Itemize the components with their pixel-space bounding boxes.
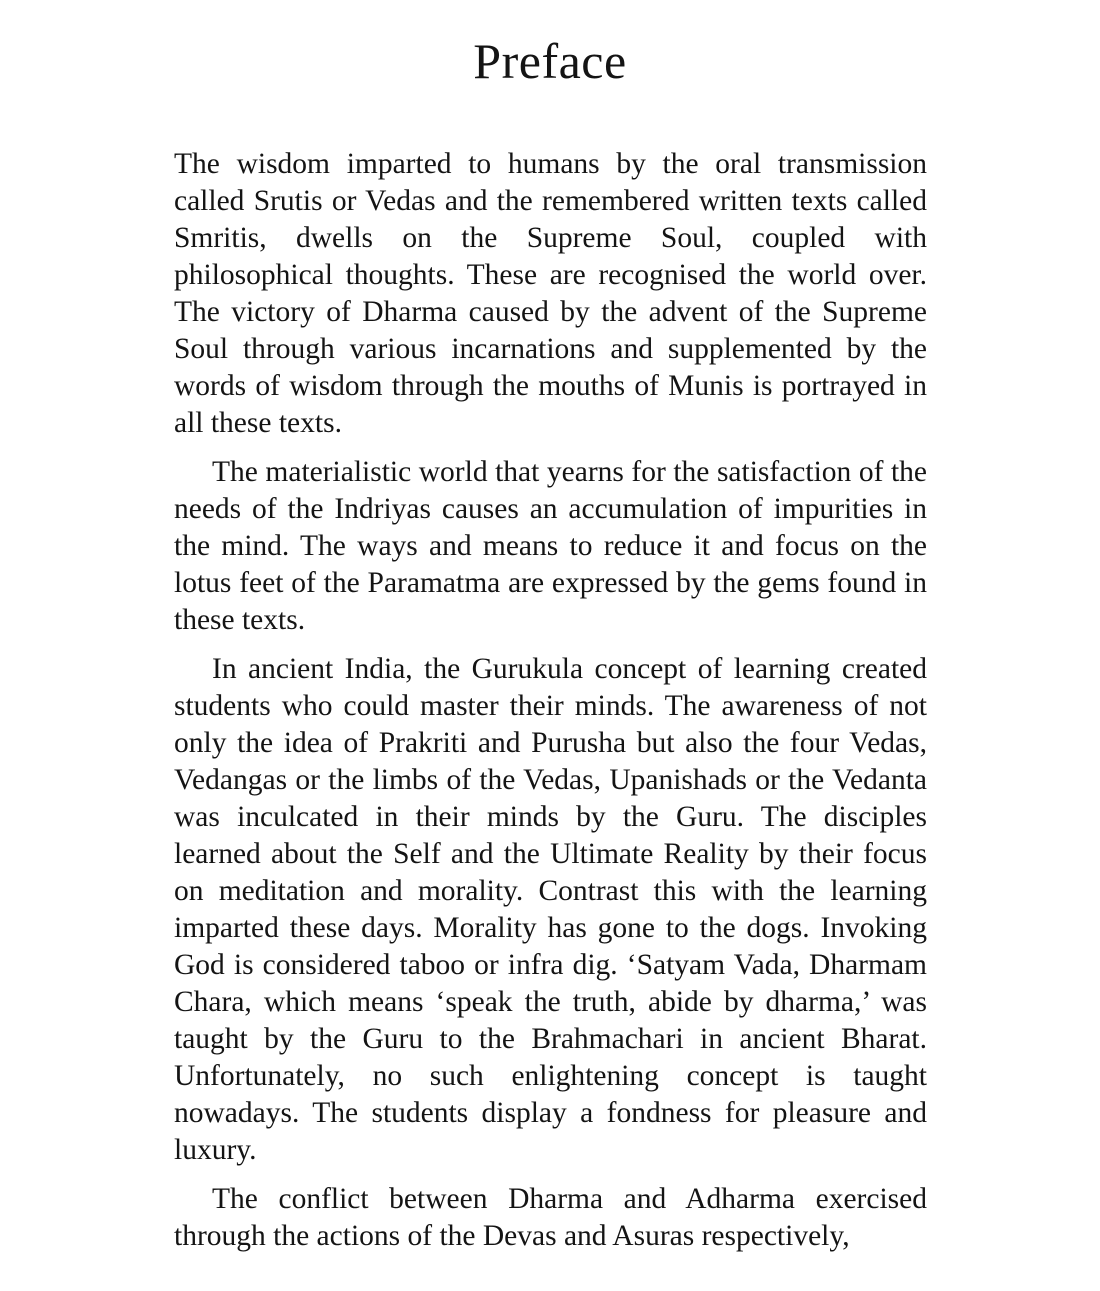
preface-paragraph-4: The conflict between Dharma and Adharma exercised through the actions of the Devas and Asuras respectively, (174, 1183, 927, 1252)
preface-paragraph-2: The materialistic world that yearns for the satisfaction of the needs of the Indriyas causes an accumulation of impurities in the mind. The ways and means to reduce it and focus on the lotus feet of the Paramatma are expressed by the gems found in these texts. (174, 456, 927, 636)
preface-paragraph-1: The wisdom imparted to humans by the oral transmission called Srutis or Vedas and the remembered written texts called Smritis, dwells on the Supreme Soul, coupled with philosophical thoughts. These are recognised the world over. The victory of Dharma caused by the advent of the Supreme Soul through various incarnations and supplemented by the words of wisdom through the mouths of Munis is portrayed in all these texts. (174, 148, 927, 439)
page-title: Preface (473, 33, 627, 89)
preface-text-block (174, 146, 927, 1255)
preface-paragraph-3: In ancient India, the Gurukula concept of learning created students who could master their minds. The awareness of not only the idea of Prakriti and Purusha but also the four Vedas, Vedangas or the limbs of the Vedas, Upanishads or the Vedanta was inculcated in their minds by the Guru. The disciples learned about the Self and the Ultimate Reality by their focus on meditation and morality. Contrast this with the learning imparted these days. Morality has gone to the dogs. Invoking God is considered taboo or infra dig. ‘Satyam Vada, Dharmam Chara, which means ‘speak the truth, abide by dharma,’ was taught by the Guru to the Brahmachari in ancient Bharat. Unfortunately, no such enlightening concept is taught nowadays. The students display a fondness for pleasure and luxury. (174, 653, 927, 1166)
